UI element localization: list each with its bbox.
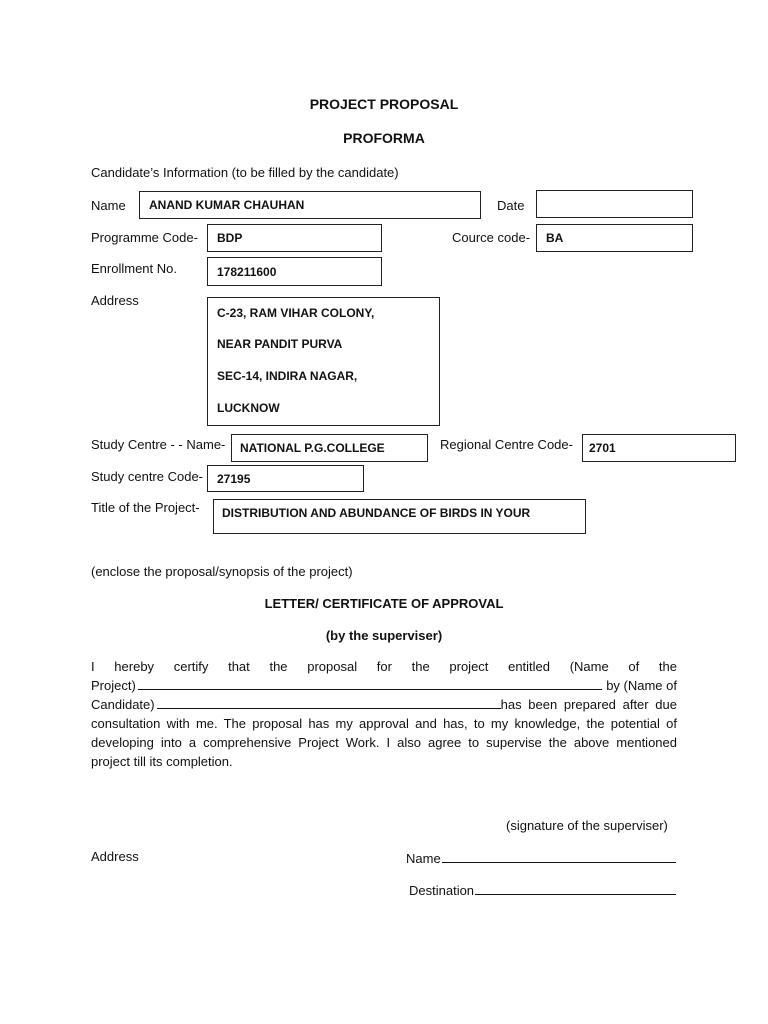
study-centre-name-field[interactable]: [231, 434, 428, 462]
approval-paragraph-line: developing into a comprehensive Project Work. I also agree to supervise the above mentioned: [91, 735, 677, 750]
project-title-field[interactable]: [213, 499, 586, 534]
date-label: Date: [497, 198, 525, 213]
approval-subheading: (by the superviser): [325, 628, 443, 643]
address-line: C-23, RAM VIHAR COLONY,: [217, 306, 375, 320]
enrollment-field[interactable]: [207, 257, 382, 286]
regional-centre-code-field[interactable]: [582, 434, 736, 462]
name-label: Name: [91, 198, 126, 213]
supervisor-address-label: Address: [91, 849, 139, 864]
programme-code-label: Programme Code-: [91, 230, 198, 245]
supervisor-name-blank[interactable]: [442, 849, 676, 863]
address-line: SEC-14, INDIRA NAGAR,: [217, 369, 358, 383]
supervisor-name-label: Name: [406, 851, 441, 866]
study-centre-code-value: 27195: [217, 472, 251, 486]
signature-label: (signature of the superviser): [506, 818, 668, 833]
supervisor-destination-label: Destination: [409, 883, 475, 898]
address-line: LUCKNOW: [217, 401, 280, 415]
project-blank-label: Project): [91, 678, 136, 693]
address-field[interactable]: [207, 297, 440, 426]
course-code-value: BA: [546, 231, 564, 245]
study-centre-name-value: NATIONAL P.G.COLLEGE: [240, 441, 385, 455]
study-centre-code-field[interactable]: [207, 465, 364, 492]
address-line: NEAR PANDIT PURVA: [217, 337, 343, 351]
programme-code-field[interactable]: [207, 224, 382, 252]
project-title-value: DISTRIBUTION AND ABUNDANCE OF BIRDS IN YOUR: [222, 506, 531, 520]
course-code-label: Cource code-: [452, 230, 531, 245]
approval-paragraph-line-project: [91, 676, 677, 695]
enclose-note: (enclose the proposal/synopsis of the project): [91, 564, 353, 579]
approval-paragraph-line: I hereby certify that the proposal for the project entitled (Name of the: [91, 659, 677, 674]
project-name-blank[interactable]: [138, 676, 602, 690]
approval-paragraph-line: consultation with me. The proposal has my approval and has, to my knowledge, the potential of: [91, 716, 677, 731]
study-centre-code-label: Study centre Code-: [91, 469, 204, 484]
supervisor-destination-blank[interactable]: [475, 881, 676, 895]
candidate-blank-label: Candidate): [91, 697, 155, 712]
date-field[interactable]: [536, 190, 693, 218]
project-title-label: Title of the Project-: [91, 500, 200, 515]
study-centre-name-label: Study Centre - - Name-: [91, 437, 226, 452]
approval-heading: LETTER/ CERTIFICATE OF APPROVAL: [264, 596, 504, 611]
page-subtitle: PROFORMA: [343, 130, 425, 146]
name-field[interactable]: [139, 191, 481, 219]
supervisor-destination-row: [409, 881, 676, 898]
approval-paragraph-line-candidate: [91, 695, 677, 714]
address-label: Address: [91, 293, 139, 308]
regional-centre-code-value: 2701: [589, 441, 616, 455]
enrollment-label: Enrollment No.: [91, 261, 177, 276]
supervisor-name-row: [406, 849, 676, 866]
course-code-field[interactable]: [536, 224, 693, 252]
by-candidate-label: by (Name of: [606, 678, 677, 693]
candidate-name-blank[interactable]: [157, 695, 501, 709]
prepared-text: has been prepared after due: [500, 697, 677, 712]
page-title: PROJECT PROPOSAL: [309, 96, 459, 112]
enrollment-value: 178211600: [217, 265, 277, 279]
name-value: ANAND KUMAR CHAUHAN: [149, 198, 305, 212]
approval-paragraph-line: project till its completion.: [91, 754, 233, 769]
candidate-section-heading: Candidate’s Information (to be filled by the candidate): [91, 165, 399, 180]
programme-code-value: BDP: [217, 231, 243, 245]
regional-centre-code-label: Regional Centre Code-: [440, 437, 573, 452]
